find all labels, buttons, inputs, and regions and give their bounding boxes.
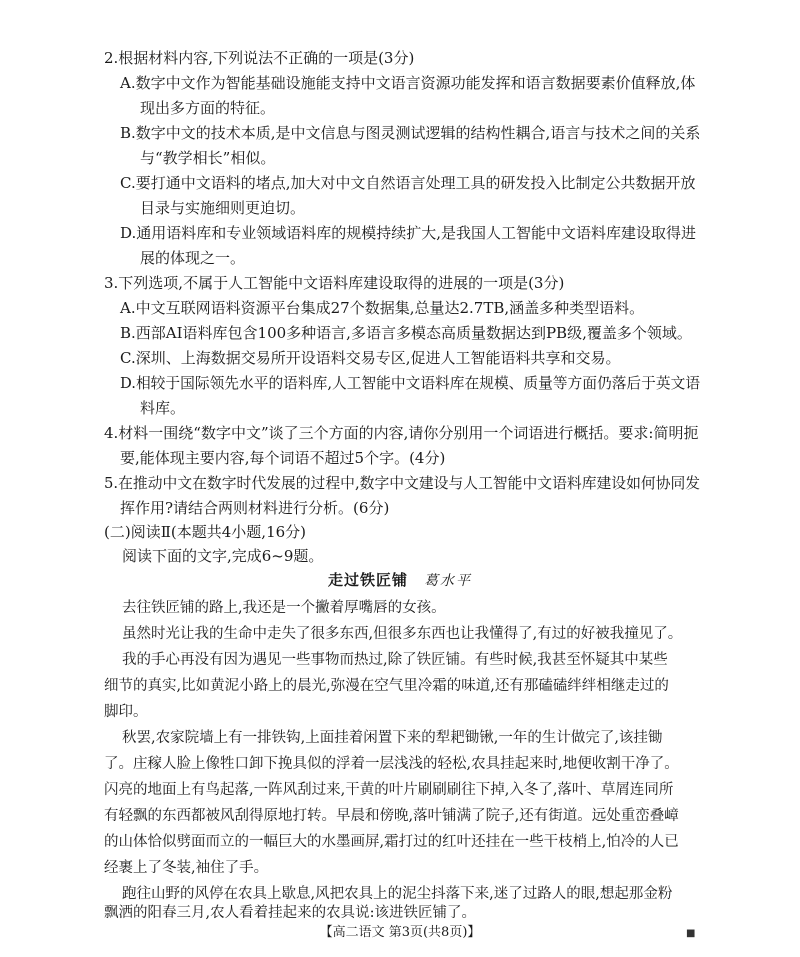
question-2-option-a: A.数字中文作为智能基础设施能支持中文语言资源功能发挥和语言数据要素价值释放,体 (120, 74, 696, 92)
page-footer: 【高二语文 第3页(共8页)】 (319, 925, 481, 940)
question-2-option-d-cont: 展的体现之一。 (140, 249, 246, 267)
story-title: 走过铁匠铺 (327, 571, 408, 589)
story-paragraph-2: 虽然时光让我的生命中走失了很多东西,但很多东西也让我懂得了,有过的好被我撞见了。 (122, 626, 683, 642)
story-paragraph-4-line-2: 了。庄稼人脸上像牲口卸下挽具似的浮着一层浅浅的轻松,农具挂起来时,地便收割干净了。 (104, 756, 679, 772)
question-2-option-c: C.要打通中文语料的堵点,加大对中文自然语言处理工具的研发投入比制定公共数据开放 (120, 174, 696, 192)
question-5: 5.在推动中文在数字时代发展的过程中,数字中文建设与人工智能中文语料库建设如何协同发 (104, 474, 701, 492)
section-instruction: 阅读下面的文字,完成6~9题。 (122, 547, 324, 565)
story-paragraph-4-line-3: 闪亮的地面上有鸟起落,一阵风刮过来,干黄的叶片刷刷刷往下掉,入冬了,落叶、草屑连同所 (104, 782, 674, 798)
story-paragraph-4: 秋罢,农家院墙上有一排铁钩,上面挂着闲置下来的犁耙锄锹,一年的生计做完了,该挂锄 (122, 730, 663, 746)
corner-mark: ■ (686, 928, 696, 939)
question-3-option-c: C.深圳、上海数据交易所开设语料交易专区,促进人工智能语料共享和交易。 (120, 349, 621, 367)
story-paragraph-3-line-3: 脚印。 (104, 704, 148, 720)
story-author: 葛水平 (424, 573, 472, 589)
story-paragraph-5-line-2: 飘洒的阳春三月,农人看着挂起来的农具说:该进铁匠铺了。 (104, 905, 476, 921)
question-4-cont: 要,能体现主要内容,每个词语不超过5个字。(4分) (120, 449, 446, 467)
question-3-option-d-cont: 料库。 (140, 399, 186, 417)
question-2-option-b: B.数字中文的技术本质,是中文信息与图灵测试逻辑的结构性耦合,语言与技术之间的关系 (120, 124, 701, 142)
question-3-stem: 3.下列选项,不属于人工智能中文语料库建设取得的进展的一项是(3分) (104, 274, 565, 292)
story-paragraph-4-line-6: 经裹上了冬装,袖住了手。 (104, 860, 269, 876)
story-paragraph-4-line-4: 有轻飘的东西都被风刮得原地打转。早晨和傍晚,落叶铺满了院子,还有街道。远处重峦叠嶂 (104, 808, 679, 824)
story-paragraph-5: 跑往山野的风停在农具上歇息,风把农具上的泥尘抖落下来,迷了过路人的眼,想起那金粉 (122, 886, 673, 902)
story-title-row (0, 569, 800, 592)
story-paragraph-4-line-5: 的山体恰似劈面而立的一幅巨大的水墨画屏,霜打过的红叶还挂在一些干枝梢上,怕冷的人已 (104, 834, 679, 850)
question-2-option-c-cont: 目录与实施细则更迫切。 (140, 199, 306, 217)
question-5-cont: 挥作用?请结合两则材料进行分析。(6分) (120, 499, 390, 517)
question-3-option-d: D.相较于国际领先水平的语料库,人工智能中文语料库在规模、质量等方面仍落后于英文语 (120, 374, 701, 392)
question-3-option-b: B.西部AI语料库包含100多种语言,多语言多模态高质量数据达到PB级,覆盖多个领域。 (120, 324, 692, 342)
story-paragraph-3-line-2: 细节的真实,比如黄泥小路上的晨光,弥漫在空气里冷霜的味道,还有那磕磕绊绊相继走过的 (104, 678, 669, 694)
question-2-option-b-cont: 与“教学相长”相似。 (140, 149, 276, 167)
question-3-option-a: A.中文互联网语料资源平台集成27个数据集,总量达2.7TB,涵盖多种类型语料。 (120, 299, 645, 317)
question-2-option-d: D.通用语料库和专业领域语料库的规模持续扩大,是我国人工智能中文语料库建设取得进 (120, 224, 697, 242)
question-2-stem: 2.根据材料内容,下列说法不正确的一项是(3分) (104, 49, 415, 67)
question-2-option-a-cont: 现出多方面的特征。 (140, 99, 276, 117)
section-heading: (二)阅读Ⅱ(本题共4小题,16分) (104, 523, 307, 541)
story-paragraph-3: 我的手心再没有因为遇见一些事物而热过,除了铁匠铺。有些时候,我甚至怀疑其中某些 (122, 652, 668, 668)
story-paragraph-1: 去往铁匠铺的路上,我还是一个撇着厚嘴唇的女孩。 (122, 600, 446, 616)
question-4: 4.材料一围绕“数字中文”谈了三个方面的内容,请你分别用一个词语进行概括。要求:简明扼 (104, 424, 699, 442)
